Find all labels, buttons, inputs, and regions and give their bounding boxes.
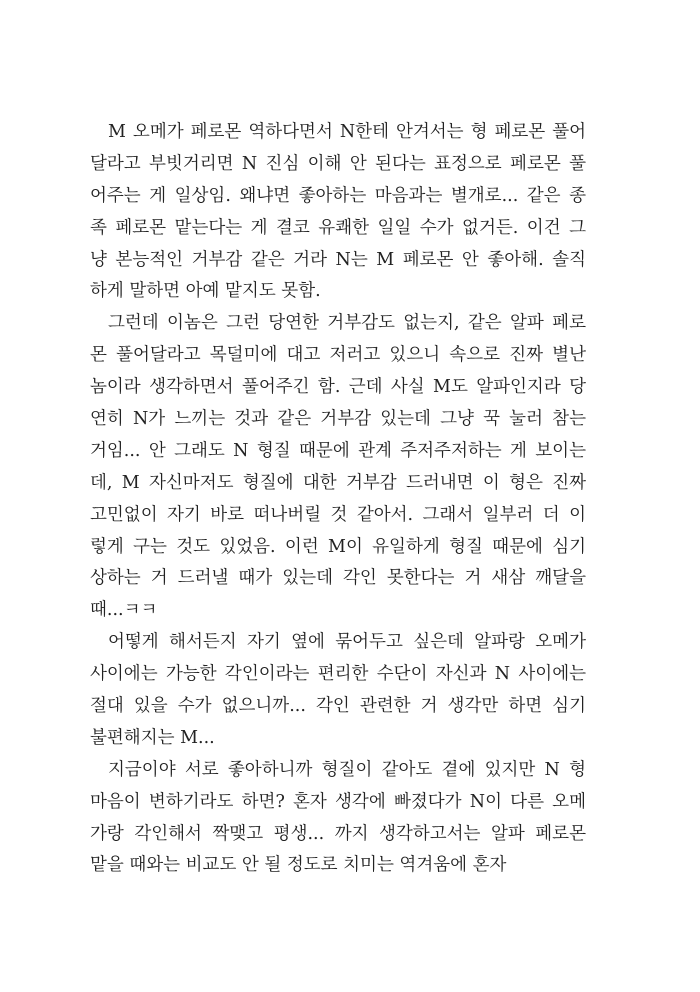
text-line: 지금이야 서로 좋아하니까 형질이 같아도 곁에 있지만 N 형 bbox=[108, 759, 586, 780]
text-line: 맡을 때와는 비교도 안 될 정도로 치미는 역겨움에 혼자 bbox=[90, 855, 507, 876]
text-line: 고민없이 자기 바로 떠나버릴 것 같아서. 그래서 일부러 더 이 bbox=[90, 504, 586, 525]
text-line: 달라고 부빗거리면 N 진심 이해 안 된다는 표정으로 페로몬 풀 bbox=[90, 153, 586, 174]
text-line: 불편해지는 M... bbox=[90, 727, 215, 748]
paragraph bbox=[90, 627, 586, 755]
text-line: 연히 N가 느끼는 것과 같은 거부감 있는데 그냥 꾹 눌러 참는 bbox=[90, 409, 586, 430]
text-line: 어떻게 해서든지 자기 옆에 묶어두고 싶은데 알파랑 오메가 bbox=[108, 632, 586, 653]
text-line: 거임... 안 그래도 N 형질 때문에 관계 주저주저하는 게 보이는 bbox=[90, 440, 586, 461]
text-line: 족 페로몬 맡는다는 게 결코 유쾌한 일일 수가 없거든. 이건 그 bbox=[90, 217, 586, 238]
text-line: 가랑 각인해서 짝맺고 평생... 까지 생각하고서는 알파 페로몬 bbox=[90, 823, 586, 844]
text-line: 렇게 구는 것도 있었음. 이런 M이 유일하게 형질 때문에 심기 bbox=[90, 536, 587, 557]
text-line: 데, M 자신마저도 형질에 대한 거부감 드러내면 이 형은 진짜 bbox=[90, 472, 586, 493]
paragraph bbox=[90, 308, 586, 627]
text-line: 어주는 게 일상임. 왜냐면 좋아하는 마음과는 별개로... 같은 종 bbox=[90, 185, 586, 206]
paragraph bbox=[90, 117, 586, 308]
text-line: 사이에는 가능한 각인이라는 편리한 수단이 자신과 N 사이에는 bbox=[90, 664, 586, 685]
text-line: 하게 말하면 아예 맡지도 못함. bbox=[90, 281, 321, 302]
text-line: M 오메가 페로몬 역하다면서 N한테 안겨서는 형 페로몬 풀어 bbox=[108, 122, 586, 142]
text-line: 상하는 거 드러낼 때가 있는데 각인 못한다는 거 새삼 깨달을 bbox=[90, 568, 586, 589]
text-line: 놈이라 생각하면서 풀어주긴 함. 근데 사실 M도 알파인지라 당 bbox=[90, 377, 586, 398]
text-line: 냥 본능적인 거부감 같은 거라 N는 M 페로몬 안 좋아해. 솔직 bbox=[90, 249, 586, 270]
text-line: 때...ㅋㅋ bbox=[90, 600, 158, 621]
document-body bbox=[90, 117, 586, 882]
paragraph bbox=[90, 755, 586, 883]
text-line: 그런데 이놈은 그런 당연한 거부감도 없는지, 같은 알파 페로 bbox=[108, 313, 586, 334]
text-line: 몬 풀어달라고 목덜미에 대고 저러고 있으니 속으로 진짜 별난 bbox=[90, 345, 586, 366]
text-line: 절대 있을 수가 없으니까... 각인 관련한 거 생각만 하면 심기 bbox=[90, 696, 586, 717]
text-line: 마음이 변하기라도 하면? 혼자 생각에 빠졌다가 N이 다른 오메 bbox=[90, 791, 586, 812]
